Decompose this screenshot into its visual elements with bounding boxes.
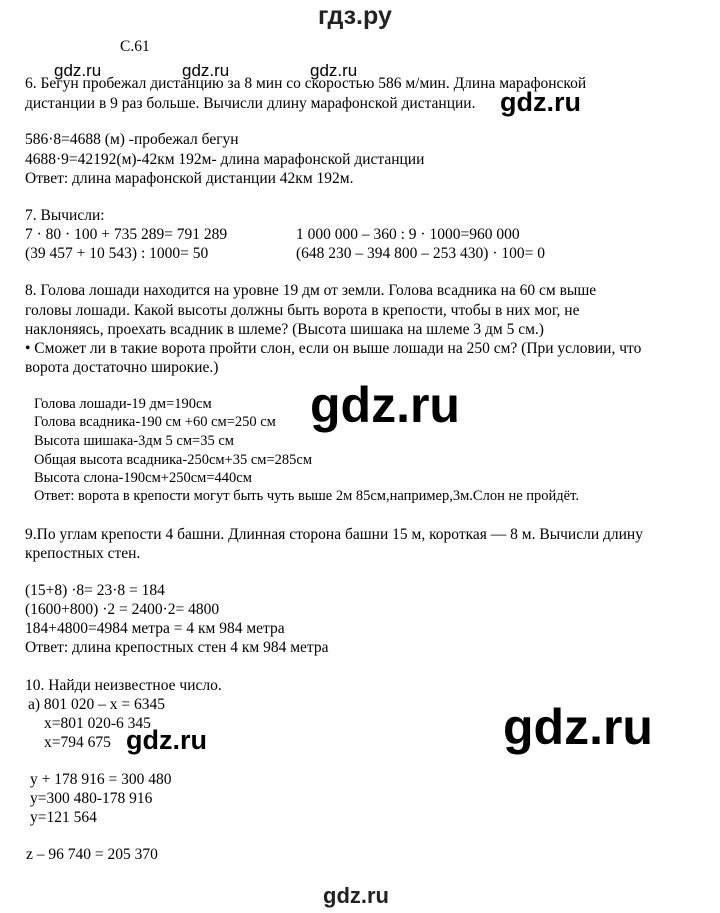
task-10-step: х=801 020-6 345 bbox=[44, 715, 151, 732]
task-7-expression: (648 230 – 394 800 – 253 430) · 100= 0 bbox=[296, 245, 545, 262]
watermark-logo: gdz.ru bbox=[182, 61, 230, 80]
task-7-expression: 1 000 000 – 360 : 9 · 1000=960 000 bbox=[296, 226, 520, 243]
task-8-problem-line: наклоняясь, проехать всадник в шлеме? (Высота шишака на шлеме 3 дм 5 см.) bbox=[25, 321, 544, 338]
task-8-solution-line: Голова всадника-190 см +60 см=250 см bbox=[34, 414, 276, 430]
task-10-equation-y: y + 178 916 = 300 480 bbox=[30, 771, 172, 788]
task-7-expression: 7 · 80 · 100 + 735 289= 791 289 bbox=[25, 226, 228, 243]
task-8-problem-line: • Сможет ли в такие ворота пройти слон, если он выше лошади на 250 см? (При условии, что bbox=[25, 340, 642, 357]
site-footer: gdz.ru bbox=[323, 883, 389, 908]
task-6-answer: Ответ: длина марафонской дистанции 42км 192м. bbox=[25, 170, 354, 187]
watermark-logo: gdz.ru bbox=[500, 87, 581, 117]
watermark-logo: gdz.ru bbox=[126, 725, 207, 755]
task-7-title: 7. Вычисли: bbox=[25, 207, 105, 224]
task-8-problem-line: 8. Голова лошади находится на уровне 19 дм от земли. Голова всадника на 60 см выше bbox=[25, 282, 597, 299]
task-7-expression: (39 457 + 10 543) : 1000= 50 bbox=[25, 245, 209, 262]
task-8-problem-line: ворота достаточно широкие.) bbox=[25, 359, 219, 376]
task-10-equation-z: z – 96 740 = 205 370 bbox=[26, 846, 158, 863]
watermark-logo: gdz.ru bbox=[310, 61, 358, 80]
watermark-logo: gdz.ru bbox=[503, 699, 653, 755]
task-8-solution-line: Высота шишака-3дм 5 см=35 см bbox=[34, 433, 234, 449]
page-reference: С.61 bbox=[120, 38, 150, 55]
task-9-answer: Ответ: длина крепостных стен 4 км 984 метра bbox=[25, 639, 329, 656]
task-6-problem-line: дистанции в 9 раз больше. Вычисли длину марафонской дистанции. bbox=[25, 95, 476, 112]
task-10-result: y=121 564 bbox=[30, 809, 97, 826]
task-10-step: y=300 480-178 916 bbox=[30, 790, 153, 807]
task-10-result: х=794 675 bbox=[44, 734, 111, 751]
task-8-solution-line: Общая высота всадника-250см+35 см=285см bbox=[34, 452, 313, 468]
task-10-title: 10. Найди неизвестное число. bbox=[25, 677, 222, 694]
task-6-solution-line: 586·8=4688 (м) -пробежал бегун bbox=[25, 131, 239, 148]
site-header: гдз.ру bbox=[318, 2, 392, 30]
task-8-solution-line: Голова лошади-19 дм=190см bbox=[34, 396, 212, 412]
watermark-logo: gdz.ru bbox=[310, 377, 460, 433]
task-10-equation-a: а) 801 020 – х = 6345 bbox=[28, 696, 166, 713]
task-8-problem-line: головы лошади. Какой высоты должны быть ворота в крепости, чтобы в них мог, не bbox=[25, 302, 580, 319]
task-8-answer: Ответ: ворота в крепости могут быть чуть выше 2м 85см,например,3м.Слон не пройдёт. bbox=[34, 488, 579, 504]
task-9-problem-line: 9.По углам крепости 4 башни. Длинная сторона башни 15 м, короткая — 8 м. Вычисли длину bbox=[25, 526, 643, 543]
task-6-solution-line: 4688·9=42192(м)-42км 192м- длина марафонской дистанции bbox=[25, 151, 425, 168]
task-8-solution-line: Высота слона-190см+250см=440см bbox=[34, 470, 252, 486]
watermark-logo: gdz.ru bbox=[54, 61, 102, 80]
task-9-solution-line: 184+4800=4984 метра = 4 км 984 метра bbox=[25, 620, 285, 637]
task-9-solution-line: (15+8) ·8= 23·8 = 184 bbox=[25, 582, 165, 599]
task-6-problem-line: 6. Бегун пробежал дистанцию за 8 мин со скоростью 586 м/мин. Длина марафонской bbox=[25, 75, 587, 92]
task-9-solution-line: (1600+800) ·2 = 2400·2= 4800 bbox=[25, 601, 220, 618]
task-9-problem-line: крепостных стен. bbox=[25, 545, 141, 562]
